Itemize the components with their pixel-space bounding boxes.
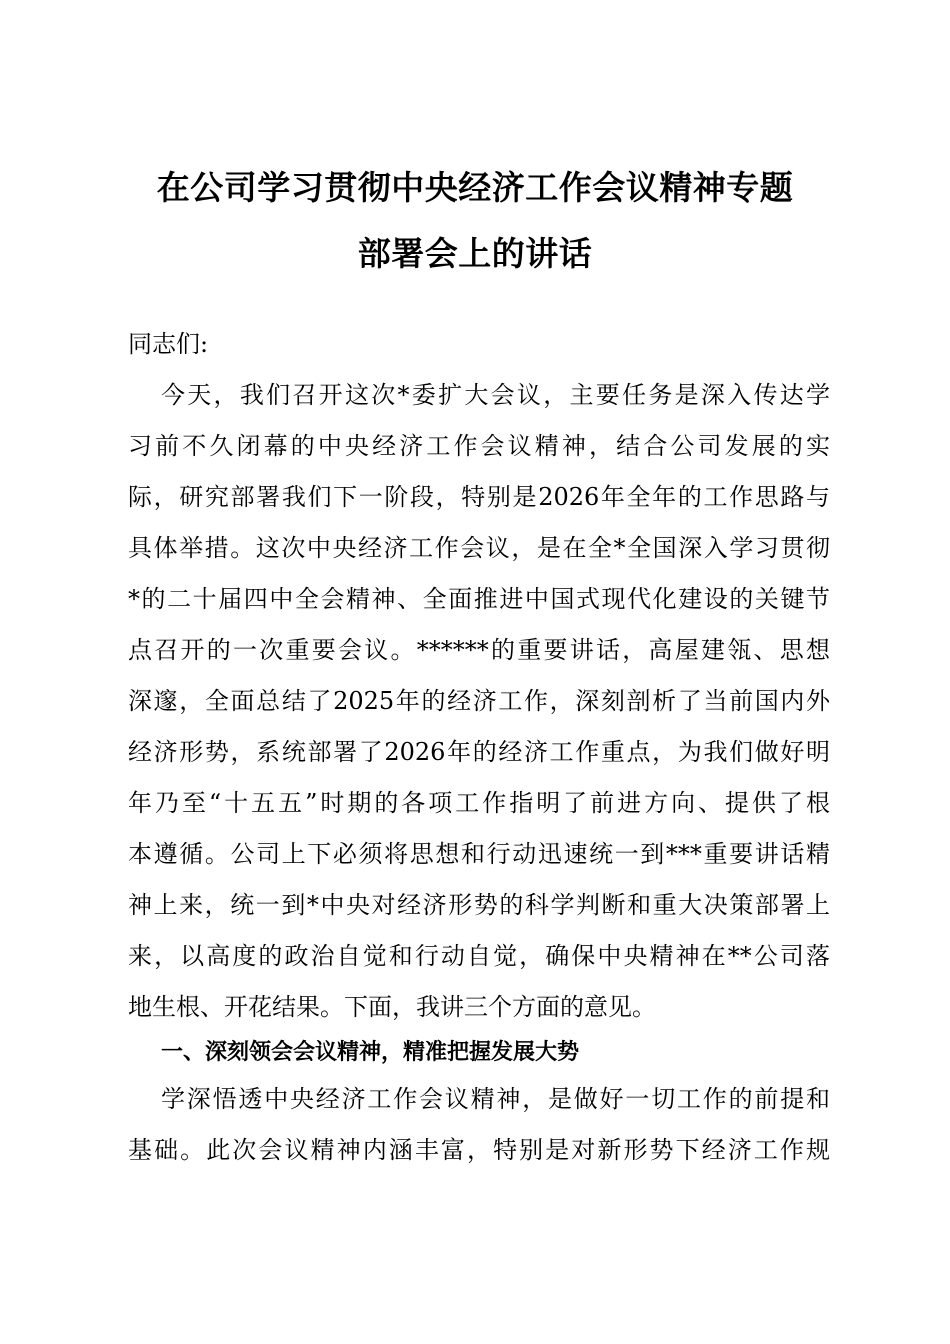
paragraph-1-line: 点召开的一次重要会议。******的重要讲话，高屋建瓴、思想	[128, 636, 830, 664]
paragraph-1-line: 深邃，全面总结了2025年的经济工作，深刻剖析了当前国内外	[128, 687, 830, 715]
paragraph-2-line: 基础。此次会议精神内涵丰富，特别是对新形势下经济工作规	[128, 1136, 830, 1164]
paragraph-1-line: 神上来，统一到*中央对经济形势的科学判断和重大决策部署上	[128, 891, 830, 919]
paragraph-1-line: 今天，我们召开这次*委扩大会议，主要任务是深入传达学	[161, 381, 830, 409]
paragraph-1-line: 经济形势，系统部署了2026年的经济工作重点，为我们做好明	[128, 738, 830, 766]
document-title-line-2: 部署会上的讲话	[357, 234, 593, 273]
paragraph-1-line: 年乃至“十五五”时期的各项工作指明了前进方向、提供了根	[128, 789, 830, 817]
document-title-line-1: 在公司学习贯彻中央经济工作会议精神专题	[156, 168, 794, 207]
paragraph-1-line: 来，以高度的政治自觉和行动自觉，确保中央精神在**公司落	[128, 942, 830, 970]
paragraph-2-line: 学深悟透中央经济工作会议精神，是做好一切工作的前提和	[161, 1085, 830, 1113]
paragraph-1-line: 际，研究部署我们下一阶段，特别是2026年全年的工作思路与	[128, 483, 830, 511]
paragraph-1-line: 习前不久闭幕的中央经济工作会议精神，结合公司发展的实	[128, 432, 830, 460]
paragraph-1-line: 具体举措。这次中央经济工作会议，是在全*全国深入学习贯彻	[128, 534, 830, 562]
section-1-heading: 一、深刻领会会议精神，精准把握发展大势	[161, 1040, 580, 1065]
paragraph-1-line: 本遵循。公司上下必须将思想和行动迅速统一到***重要讲话精	[128, 840, 830, 868]
paragraph-1-line: *的二十届四中全会精神、全面推进中国式现代化建设的关键节	[128, 585, 830, 613]
salutation: 同志们:	[128, 330, 209, 358]
paragraph-1-line: 地生根、开花结果。下面，我讲三个方面的意见。	[128, 993, 656, 1021]
